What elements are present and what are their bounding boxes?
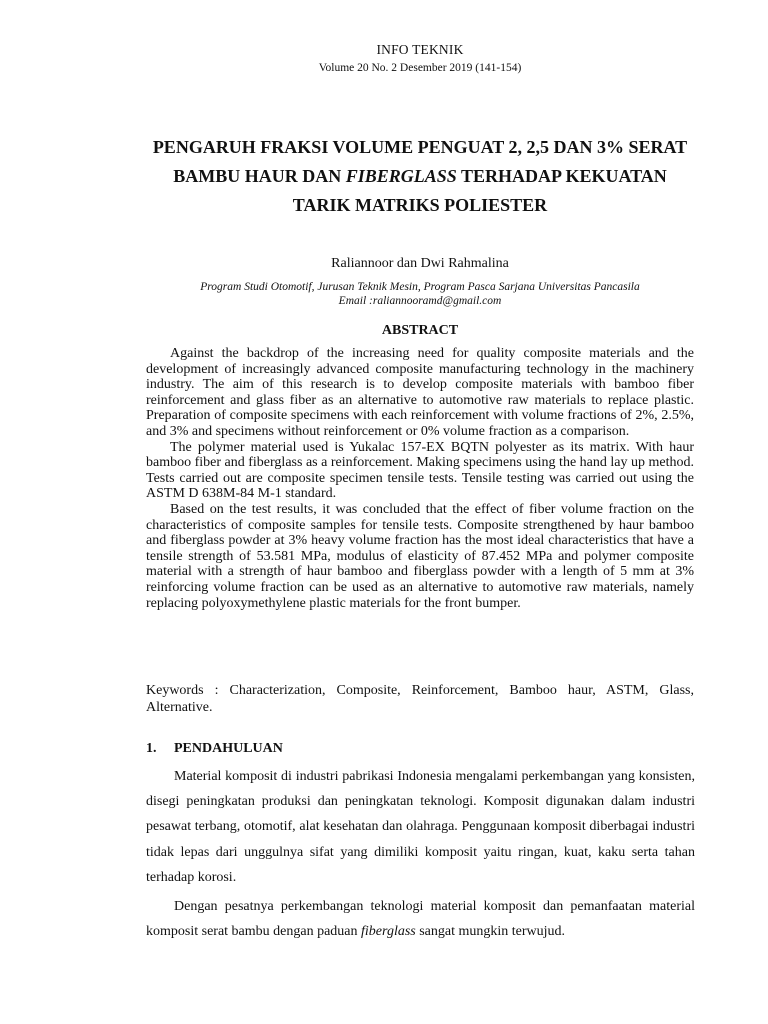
body-paragraph-2 — [146, 894, 695, 944]
title-line-3: TARIK MATRIKS POLIESTER — [292, 195, 548, 215]
abstract-heading: ABSTRACT — [381, 323, 459, 338]
affiliation — [0, 280, 768, 308]
abstract-paragraph-2: The polymer material used is Yukalac 157-EX BQTN polyester as its matrix. With haur bamboo fiber and fiberglass as a reinforcement. Making specimens using the hand lay up method. Tests carried out are composite specimen tensile tests. Tensile testing was carried out using the ASTM D 638M-84 M-1 standard. — [146, 439, 694, 502]
journal-name: INFO TEKNIK — [376, 42, 464, 57]
body-paragraph-1: Material komposit di industri pabrikasi Indonesia mengalami perkembangan yang konsisten, disegi peningkatan produksi dan peningkatan teknologi. Komposit digunakan dalam industri pesawat terbang, otomotif, alat kesehatan dan olahraga. Penggunaan komposit diberbagai industri tidak lepas dari unggulnya sifat yang dimiliki komposit yaitu ringan, kuat, kaku serta tahan terhadap korosi. — [146, 769, 695, 885]
keywords: Keywords : Characterization, Composite, Reinforcement, Bamboo haur, ASTM, Glass, Alternative. — [146, 683, 694, 715]
journal-volume: Volume 20 No. 2 Desember 2019 (141-154) — [318, 62, 522, 74]
body-paragraph-2-post: sangat mungkin terwujud. — [415, 924, 566, 940]
affiliation-email: Email :raliannooramd@gmail.com — [338, 295, 502, 307]
section-body — [146, 764, 695, 948]
section-heading — [146, 741, 283, 757]
body-paragraph-2-italic: fiberglass — [361, 924, 416, 940]
body-paragraph-2-pre: Dengan pesatnya perkembangan teknologi material komposit dan pemanfaatan material komposit serat bambu dengan paduan — [146, 899, 695, 940]
abstract-body — [146, 346, 694, 611]
title-line-2-post: TERHADAP KEKUATAN — [456, 166, 667, 186]
section-title: PENDAHULUAN — [174, 741, 283, 756]
abstract-paragraph-3: Based on the test results, it was concluded that the effect of fiber volume fraction on the characteristics of composite samples for tensile tests. Composite strengthened by haur bamboo and fiberglass powder at 3% heavy volume fraction has the most ideal characteristics that have a tensile strength of 53.581 MPa, modulus of elasticity of 87.452 MPa and polymer composite material with a strength of haur bamboo and fiberglass powder with a length of 5 mm at 3% reinforcing volume fraction can be used as an alternative to automotive raw materials, namely replacing polyoxymethylene plastic materials for the front bumper. — [146, 501, 694, 611]
authors: Raliannoor dan Dwi Rahmalina — [331, 256, 509, 271]
section-number: 1. — [146, 741, 157, 756]
title-line-1: PENGARUH FRAKSI VOLUME PENGUAT 2, 2,5 DAN 3% SERAT — [152, 137, 688, 157]
paper-title — [100, 133, 740, 220]
title-line-2-italic: FIBERGLASS — [345, 166, 457, 186]
title-line-2 — [100, 162, 740, 191]
title-line-2-pre: BAMBU HAUR DAN — [173, 166, 346, 186]
affiliation-program: Program Studi Otomotif, Jurusan Teknik Mesin, Program Pasca Sarjana Universitas Pancasila — [200, 281, 640, 293]
abstract-paragraph-1: Against the backdrop of the increasing need for quality composite materials and the development of increasingly advanced composite manufacturing technology in the machinery industry. The aim of this research is to develop composite materials with bamboo fiber reinforcement and glass fiber as an alternative to automotive raw materials to replace plastic. Preparation of composite specimens with each reinforcement with volume fractions of 2%, 2.5%, and 3% and specimens without reinforcement or 0% volume fraction as a comparison. — [146, 346, 694, 439]
